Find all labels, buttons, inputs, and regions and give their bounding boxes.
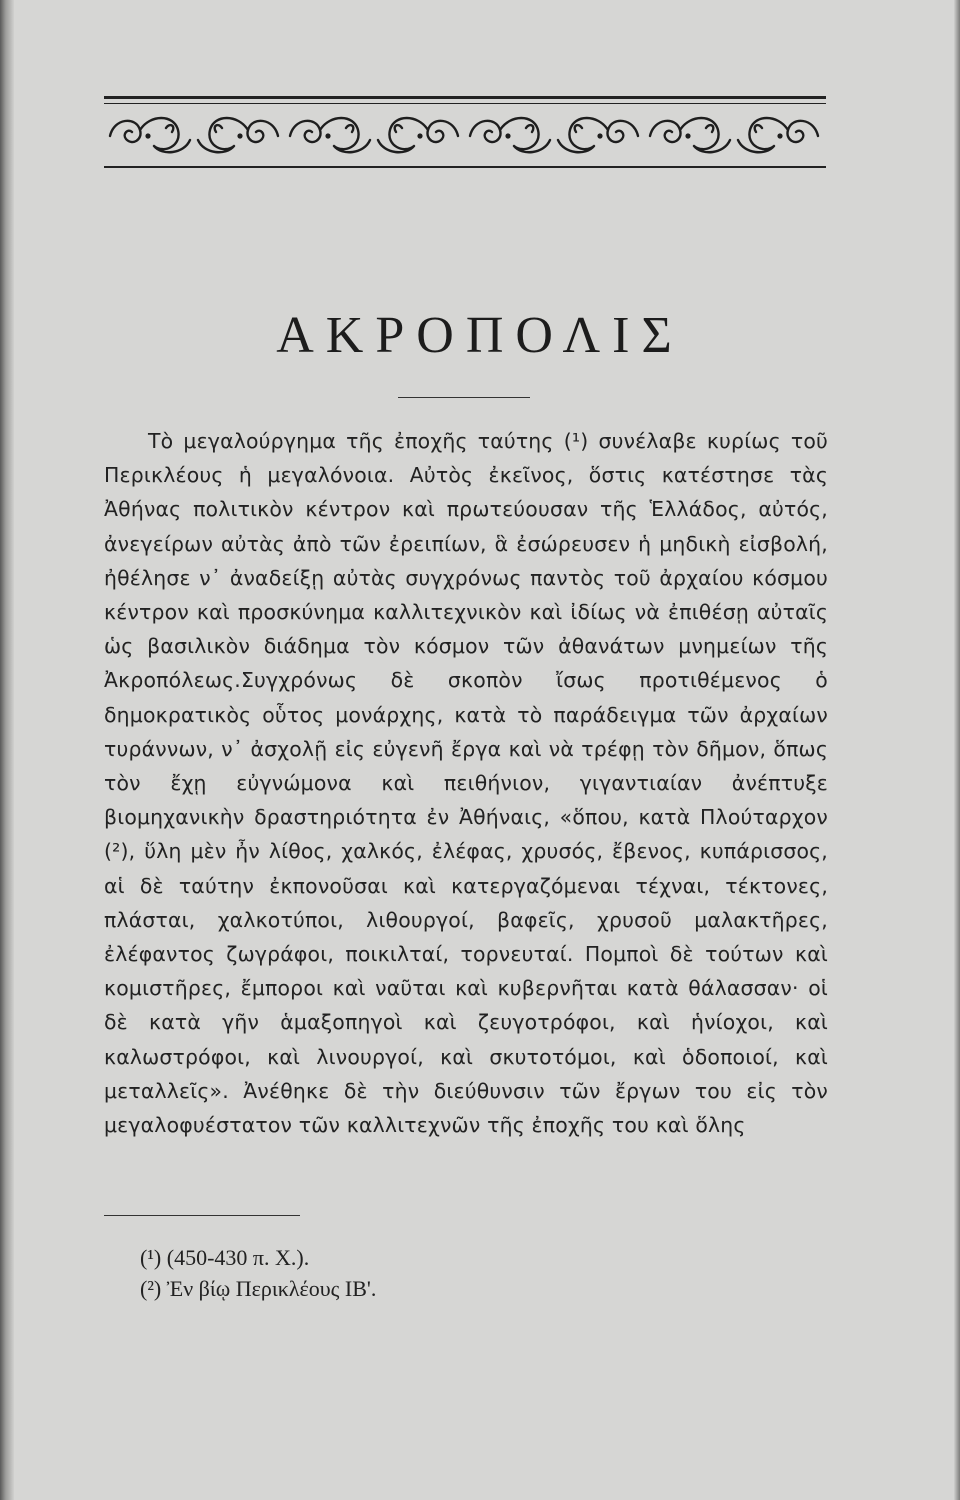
page-edge-shadow-right [954, 0, 960, 1500]
ornament-scroll-unit [558, 118, 638, 152]
ornament-scroll-unit [198, 118, 278, 152]
ornament-rule-top-thin [104, 103, 826, 104]
ornament-rule-top [104, 96, 826, 99]
footnote-1: (¹) (450-430 π. Χ.). [140, 1245, 310, 1270]
scroll-vine-ornament-icon [104, 106, 826, 164]
footnotes-list [140, 1242, 376, 1304]
ornament-scroll-unit [290, 118, 370, 152]
header-ornament-band [104, 96, 826, 172]
ornament-rule-bottom [104, 166, 826, 168]
page-edge-shadow-left [0, 0, 14, 1500]
ornament-scroll-unit [110, 118, 190, 152]
page-title: ΑΚΡΟΠΟΛΙΣ [276, 307, 684, 364]
ornament-scroll-unit [650, 118, 730, 152]
footnote-divider [104, 1215, 300, 1216]
ornament-scroll-unit [470, 118, 550, 152]
footnote-2: (²) Ἐν βίῳ Περικλέους ΙΒ'. [140, 1276, 377, 1301]
main-paragraph: Τὸ μεγαλούργημα τῆς ἐποχῆς ταύτης (¹) συνέλαβε κυρίως τοῦ Περικλέους ἡ μεγαλόνοια. Αὐτὸς ἐκεῖνος, ὅστις κατέστησε τὰς Ἀθήνας πολιτικὸν κέντρον καὶ πρωτεύουσαν τῆς Ἑλλάδος, αὐτός, ἀνεγείρων αὐτὰς ἀπὸ τῶν ἐρειπίων, ἃ ἐσώρευσεν ἡ μηδικὴ εἰσβολή, ἠθέλησε ν᾽ ἀναδείξῃ αὐτὰς συγχρόνως παντὸς τοῦ ἀρχαίου κόσμου κέντρον καὶ προσκύνημα καλλιτεχνικὸν καὶ ἰδίως νὰ ἐπιθέσῃ αὐταῖς ὡς βασιλικὸν διάδημα τὸν κόσμον τῶν ἀθανάτων μνημείων τῆς Ἀκροπόλεως.Συγχρόνως δὲ σκοπὸν ἴσως προτιθέμενος ὁ δημοκρατικὸς οὗτος μονάρχης, κατὰ τὸ παράδειγμα τῶν ἀρχαίων τυράννων, ν᾽ ἀσχολῇ εἰς εὐγενῆ ἔργα καὶ νὰ τρέφῃ τὸν δῆμον, ὅπως τὸν ἔχῃ εὐγνώμονα καὶ πειθήνιον, γιγαντιαίαν ἀνέπτυξε βιομηχανικὴν δραστηριότητα ἐν Ἀθήναις, «ὅπου, κατὰ Πλούταρχον (²), ὕλη μὲν ἦν λίθος, χαλκός, ἐλέφας, χρυσός, ἔβενος, κυπάρισσος, αἱ δὲ ταύτην ἐκπονοῦσαι καὶ κατεργαζόμεναι τέχναι, τέκτονες, πλάσται, χαλκοτύποι, λιθουργοί, βαφεῖς, χρυσοῦ μαλακτῆρες, ἐλέφαντος ζωγράφοι, ποικιλταί, τορνευταί. Πομποὶ δὲ τούτων καὶ κομιστῆρες, ἔμποροι καὶ ναῦται καὶ κυβερνῆται κατὰ θάλασσαν· οἱ δὲ κατὰ γῆν ἁμαξοπηγοὶ καὶ ζευγοτρόφοι, καὶ ἡνίοχοι, καὶ καλωστρόφοι, καὶ λινουργοί, καὶ σκυτοτόμοι, καὶ ὁδοποιοί, καὶ μεταλλεῖς». Ἀνέθηκε δὲ τὴν διεύθυνσιν τῶν ἔργων του εἰς τὸν μεγαλοφυέστατον τῶν καλλιτεχνῶν τῆς ἐποχῆς του καὶ ὅλης [104, 429, 828, 1138]
ornament-scroll-unit [738, 118, 818, 152]
ornament-scroll-unit [378, 118, 458, 152]
title-divider [398, 397, 530, 398]
